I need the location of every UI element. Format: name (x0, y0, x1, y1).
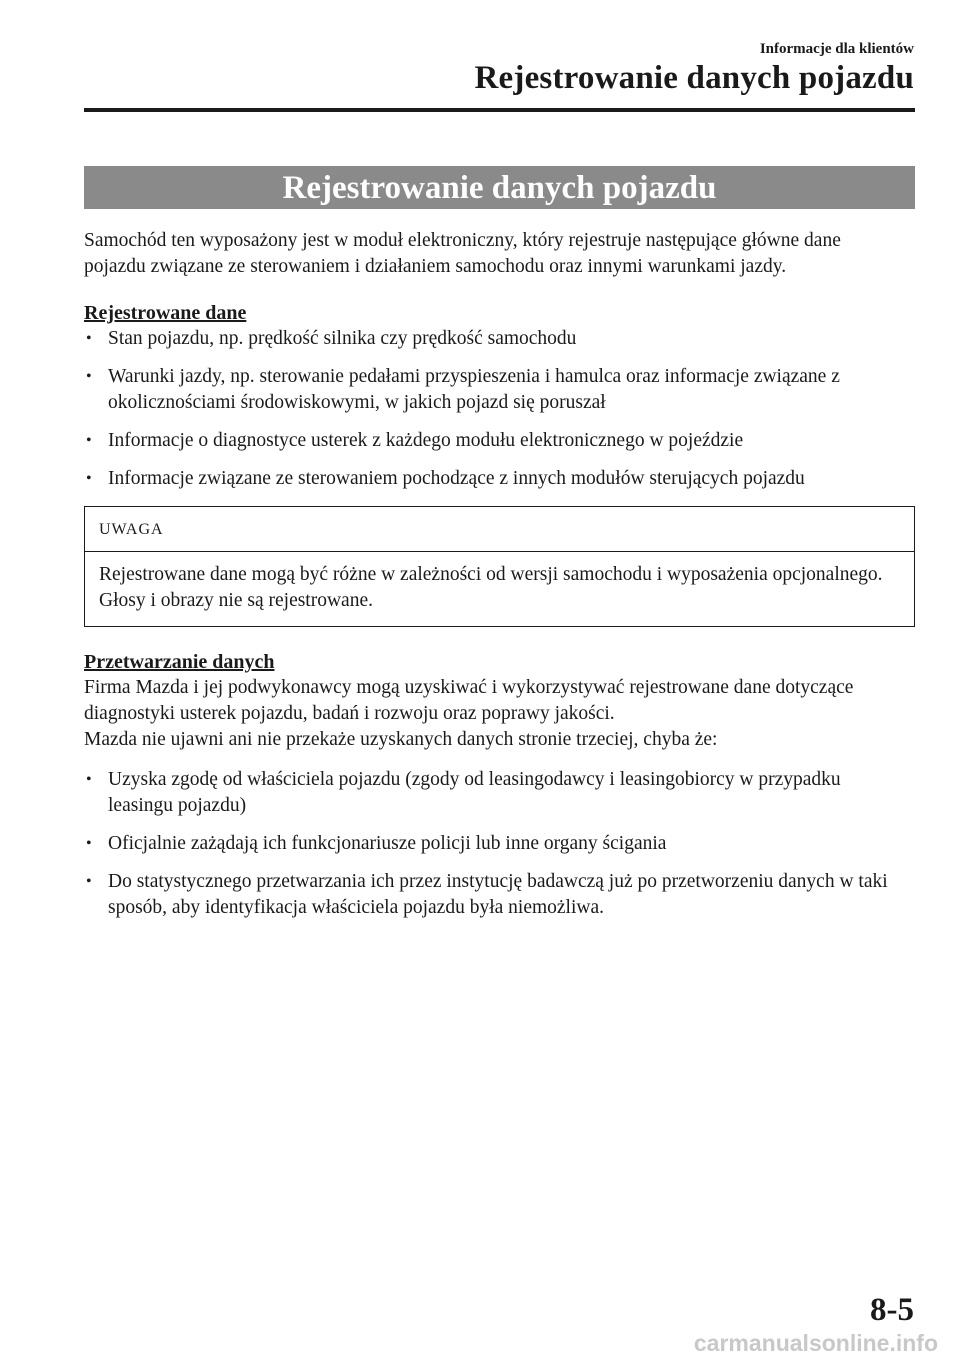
note-box (84, 506, 915, 627)
running-header-subtitle: Informacje dla klientów (759, 41, 914, 57)
page-number: 8-5 (870, 1292, 914, 1328)
bullet-icon: • (86, 470, 92, 487)
header-divider (84, 108, 915, 112)
data-processing-heading: Przetwarzanie danych (84, 651, 275, 673)
section-banner: Rejestrowanie danych pojazdu (84, 166, 915, 209)
bullet-icon: • (86, 771, 92, 788)
content-body (84, 228, 894, 933)
list-item: • Informacje związane ze sterowaniem pochodzące z innych modułów sterujących pojazdu (84, 466, 894, 492)
note-label: UWAGA (85, 507, 914, 552)
list-item: • Stan pojazdu, np. prędkość silnika czy prędkość samochodu (84, 326, 894, 352)
list-item: • Warunki jazdy, np. sterowanie pedałami przyspieszenia i hamulca oraz informacje związane z okolicznościami środowiskowymi, w jakich pojazd się poruszał (86, 366, 840, 413)
running-header-title: Rejestrowanie danych pojazdu (474, 60, 914, 96)
note-text: Rejestrowane dane mogą być różne w zależności od wersji samochodu i wyposażenia opcjonalnego. Głosy i obrazy nie są rejestrowane. (99, 564, 883, 611)
list-item: • Uzyska zgodę od właściciela pojazdu (zgody od leasingodawcy i leasingobiorcy w przypadku leasingu pojazdu) (86, 769, 841, 816)
list-item: • Oficjalnie zażądają ich funkcjonariusze policji lub inne organy ścigania (84, 831, 894, 857)
intro-paragraph: Samochód ten wyposażony jest w moduł elektroniczny, który rejestruje następujące główne dane pojazdu związane ze sterowaniem i działaniem samochodu oraz innymi warunkami jazdy. (84, 230, 841, 277)
recorded-data-heading: Rejestrowane dane (84, 302, 247, 324)
bullet-icon: • (86, 835, 92, 852)
list-item: • Informacje o diagnostyce usterek z każdego modułu elektronicznego w pojeździe (84, 428, 894, 454)
watermark: carmanualsonline.info (693, 1330, 938, 1356)
disclosure-conditions-list (84, 767, 894, 921)
bullet-icon: • (86, 330, 92, 347)
processing-paragraph-2: Mazda nie ujawni ani nie przekaże uzyskanych danych stronie trzeciej, chyba że: (84, 729, 718, 750)
bullet-icon: • (86, 873, 92, 890)
list-item: • Do statystycznego przetwarzania ich przez instytucję badawczą już po przetworzeniu danych w taki sposób, aby identyfikacja właściciela pojazdu była niemożliwa. (86, 871, 888, 918)
bullet-icon: • (86, 432, 92, 449)
processing-paragraph-1: Firma Mazda i jej podwykonawcy mogą uzyskiwać i wykorzystywać rejestrowane dane dotyczące diagnostyki usterek pojazdu, badań i rozwoju oraz poprawy jakości. (84, 677, 854, 724)
recorded-data-list (84, 326, 894, 492)
bullet-icon: • (86, 368, 92, 385)
